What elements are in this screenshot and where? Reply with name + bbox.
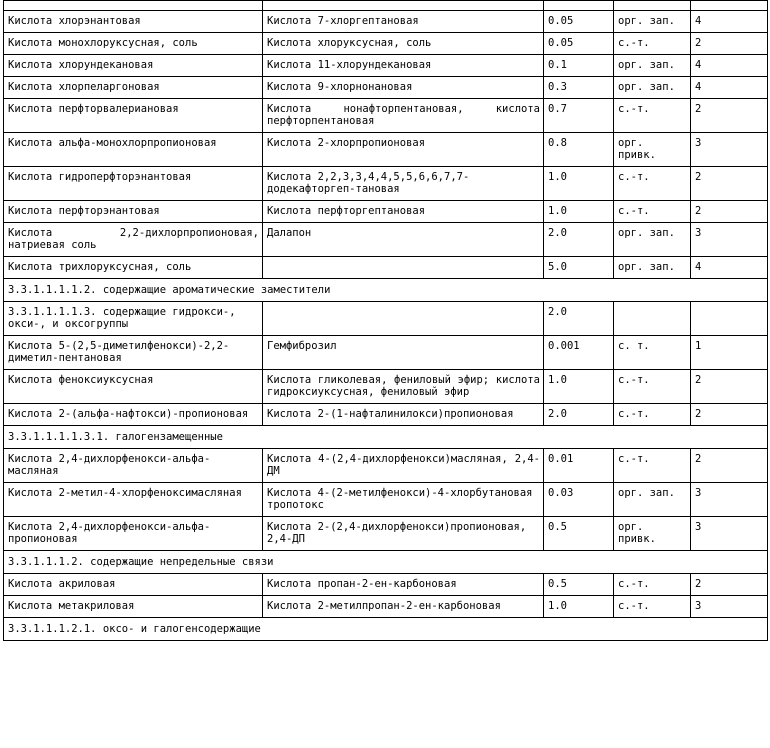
- section-heading: 3.3.1.1.1.2. содержащие непредельные связи: [4, 551, 768, 574]
- norm-value: 0.01: [544, 449, 614, 483]
- substance-name: Кислота 2-(альфа-нафтокси)-пропионовая: [4, 404, 263, 426]
- empty-cell: [691, 1, 768, 11]
- hazard-indicator: орг. привк.: [614, 133, 691, 167]
- empty-cell: [263, 1, 544, 11]
- substance-synonym: Кислота 4-(2,4-дихлорфенокси)масляная, 2,4-ДМ: [263, 449, 544, 483]
- hazard-class: 3: [691, 517, 768, 551]
- norm-value: 1.0: [544, 167, 614, 201]
- empty-cell: [544, 1, 614, 11]
- table-row: [4, 449, 768, 483]
- table-body: [4, 1, 768, 641]
- hazard-class: 2: [691, 370, 768, 404]
- substance-name: Кислота метакриловая: [4, 596, 263, 618]
- substance-synonym: [263, 257, 544, 279]
- table-row: [4, 223, 768, 257]
- substance-synonym: Кислота перфторгептановая: [263, 201, 544, 223]
- norm-value: 0.05: [544, 33, 614, 55]
- table-row: [4, 55, 768, 77]
- norm-value: 0.8: [544, 133, 614, 167]
- substance-synonym: Далапон: [263, 223, 544, 257]
- substance-name: Кислота 2,4-дихлорфенокси-альфа-пропионовая: [4, 517, 263, 551]
- hazard-class: 4: [691, 77, 768, 99]
- norm-value: 0.001: [544, 336, 614, 370]
- hazard-class: 3: [691, 223, 768, 257]
- norm-value: 0.5: [544, 574, 614, 596]
- substance-synonym: Кислота 7-хлоргептановая: [263, 11, 544, 33]
- empty-cell: [4, 1, 263, 11]
- substance-synonym: Кислота нонафторпентановая, кислота перфторпентановая: [263, 99, 544, 133]
- hazard-indicator: орг. привк.: [614, 517, 691, 551]
- substance-name: Кислота хлорэнантовая: [4, 11, 263, 33]
- norm-value: 2.0: [544, 223, 614, 257]
- substance-name: Кислота 2,4-дихлорфенокси-альфа-масляная: [4, 449, 263, 483]
- hazard-class: 2: [691, 33, 768, 55]
- document-page: [3, 0, 767, 641]
- section-heading-row: [4, 618, 768, 641]
- hazard-indicator: с.-т.: [614, 449, 691, 483]
- hazard-class: 2: [691, 201, 768, 223]
- substance-name: Кислота хлорпеларгоновая: [4, 77, 263, 99]
- norm-value: 2.0: [544, 302, 614, 336]
- table-row: [4, 574, 768, 596]
- substance-name: Кислота трихлоруксусная, соль: [4, 257, 263, 279]
- norm-value: 0.05: [544, 11, 614, 33]
- norm-value: 0.7: [544, 99, 614, 133]
- norm-value: 1.0: [544, 370, 614, 404]
- section-heading-row: [4, 426, 768, 449]
- hazard-indicator: с.-т.: [614, 596, 691, 618]
- substance-name: Кислота акриловая: [4, 574, 263, 596]
- table-row: [4, 370, 768, 404]
- norm-value: 1.0: [544, 596, 614, 618]
- table-row: [4, 11, 768, 33]
- hazard-indicator: с. т.: [614, 336, 691, 370]
- hazard-class: 3: [691, 133, 768, 167]
- hazard-indicator: с.-т.: [614, 574, 691, 596]
- hazard-indicator: орг. зап.: [614, 483, 691, 517]
- substance-name: Кислота гидроперфторэнантовая: [4, 167, 263, 201]
- hazard-class: 1: [691, 336, 768, 370]
- substance-name: Кислота феноксиуксусная: [4, 370, 263, 404]
- substance-name: Кислота перфторэнантовая: [4, 201, 263, 223]
- substance-synonym: Кислота пропан-2-ен-карбоновая: [263, 574, 544, 596]
- hazard-class: 3: [691, 483, 768, 517]
- hazard-class: 2: [691, 449, 768, 483]
- substance-name: 3.3.1.1.1.1.3. содержащие гидрокси-, окси-, и оксогруппы: [4, 302, 263, 336]
- hazard-class: 2: [691, 404, 768, 426]
- table-row: [4, 483, 768, 517]
- substance-synonym: Кислота 9-хлорнонановая: [263, 77, 544, 99]
- table-row: [4, 596, 768, 618]
- substance-name: Кислота 5-(2,5-диметилфенокси)-2,2-диметил-пентановая: [4, 336, 263, 370]
- norm-value: 2.0: [544, 404, 614, 426]
- hazard-indicator: орг. зап.: [614, 257, 691, 279]
- substance-synonym: Кислота гликолевая, фениловый эфир; кислота гидроксиуксусная, фениловый эфир: [263, 370, 544, 404]
- section-heading-row: [4, 279, 768, 302]
- substance-synonym: Кислота 2-хлорпропионовая: [263, 133, 544, 167]
- hazard-class: [691, 302, 768, 336]
- empty-cell: [614, 1, 691, 11]
- norm-value: 0.5: [544, 517, 614, 551]
- table-row: [4, 99, 768, 133]
- table-row: [4, 167, 768, 201]
- hazard-indicator: орг. зап.: [614, 11, 691, 33]
- table-row: [4, 257, 768, 279]
- section-heading-row: [4, 551, 768, 574]
- hazard-indicator: с.-т.: [614, 167, 691, 201]
- hazard-indicator: орг. зап.: [614, 77, 691, 99]
- table-row: [4, 404, 768, 426]
- substance-synonym: [263, 302, 544, 336]
- substance-name: Кислота альфа-монохлорпропионовая: [4, 133, 263, 167]
- table-row: [4, 77, 768, 99]
- hazard-indicator: с.-т.: [614, 370, 691, 404]
- substances-table: [3, 0, 768, 641]
- substance-synonym: Кислота 4-(2-метилфенокси)-4-хлорбутановая тропотокс: [263, 483, 544, 517]
- table-row: [4, 1, 768, 11]
- hazard-indicator: с.-т.: [614, 404, 691, 426]
- hazard-indicator: с.-т.: [614, 33, 691, 55]
- hazard-indicator: с.-т.: [614, 99, 691, 133]
- norm-value: 0.3: [544, 77, 614, 99]
- section-heading: 3.3.1.1.1.2.1. оксо- и галогенсодержащие: [4, 618, 768, 641]
- section-heading: 3.3.1.1.1.1.2. содержащие ароматические заместители: [4, 279, 768, 302]
- table-row: [4, 33, 768, 55]
- substance-synonym: Кислота 11-хлорундекановая: [263, 55, 544, 77]
- substance-synonym: Кислота 2-(1-нафталинилокси)пропионовая: [263, 404, 544, 426]
- substance-name: Кислота хлорундекановая: [4, 55, 263, 77]
- hazard-indicator: орг. зап.: [614, 55, 691, 77]
- norm-value: 5.0: [544, 257, 614, 279]
- hazard-class: 2: [691, 574, 768, 596]
- hazard-class: 3: [691, 596, 768, 618]
- substance-synonym: Кислота хлоруксусная, соль: [263, 33, 544, 55]
- substance-synonym: Кислота 2-(2,4-дихлорфенокси)пропионовая, 2,4-ДП: [263, 517, 544, 551]
- norm-value: 0.1: [544, 55, 614, 77]
- hazard-class: 2: [691, 167, 768, 201]
- hazard-class: 4: [691, 11, 768, 33]
- table-row: [4, 302, 768, 336]
- substance-name: Кислота 2,2-дихлорпропионовая, натриевая соль: [4, 223, 263, 257]
- hazard-indicator: [614, 302, 691, 336]
- substance-name: Кислота 2-метил-4-хлорфеноксимасляная: [4, 483, 263, 517]
- norm-value: 1.0: [544, 201, 614, 223]
- table-row: [4, 133, 768, 167]
- section-heading: 3.3.1.1.1.1.3.1. галогензамещенные: [4, 426, 768, 449]
- hazard-class: 4: [691, 55, 768, 77]
- table-row: [4, 336, 768, 370]
- table-row: [4, 517, 768, 551]
- hazard-class: 2: [691, 99, 768, 133]
- norm-value: 0.03: [544, 483, 614, 517]
- table-row: [4, 201, 768, 223]
- substance-synonym: Кислота 2-метилпропан-2-ен-карбоновая: [263, 596, 544, 618]
- hazard-indicator: с.-т.: [614, 201, 691, 223]
- hazard-class: 4: [691, 257, 768, 279]
- substance-synonym: Гемфиброзил: [263, 336, 544, 370]
- substance-synonym: Кислота 2,2,3,3,4,4,5,5,6,6,7,7-додекафторгеп-тановая: [263, 167, 544, 201]
- substance-name: Кислота перфторвалериановая: [4, 99, 263, 133]
- substance-name: Кислота монохлоруксусная, соль: [4, 33, 263, 55]
- hazard-indicator: орг. зап.: [614, 223, 691, 257]
